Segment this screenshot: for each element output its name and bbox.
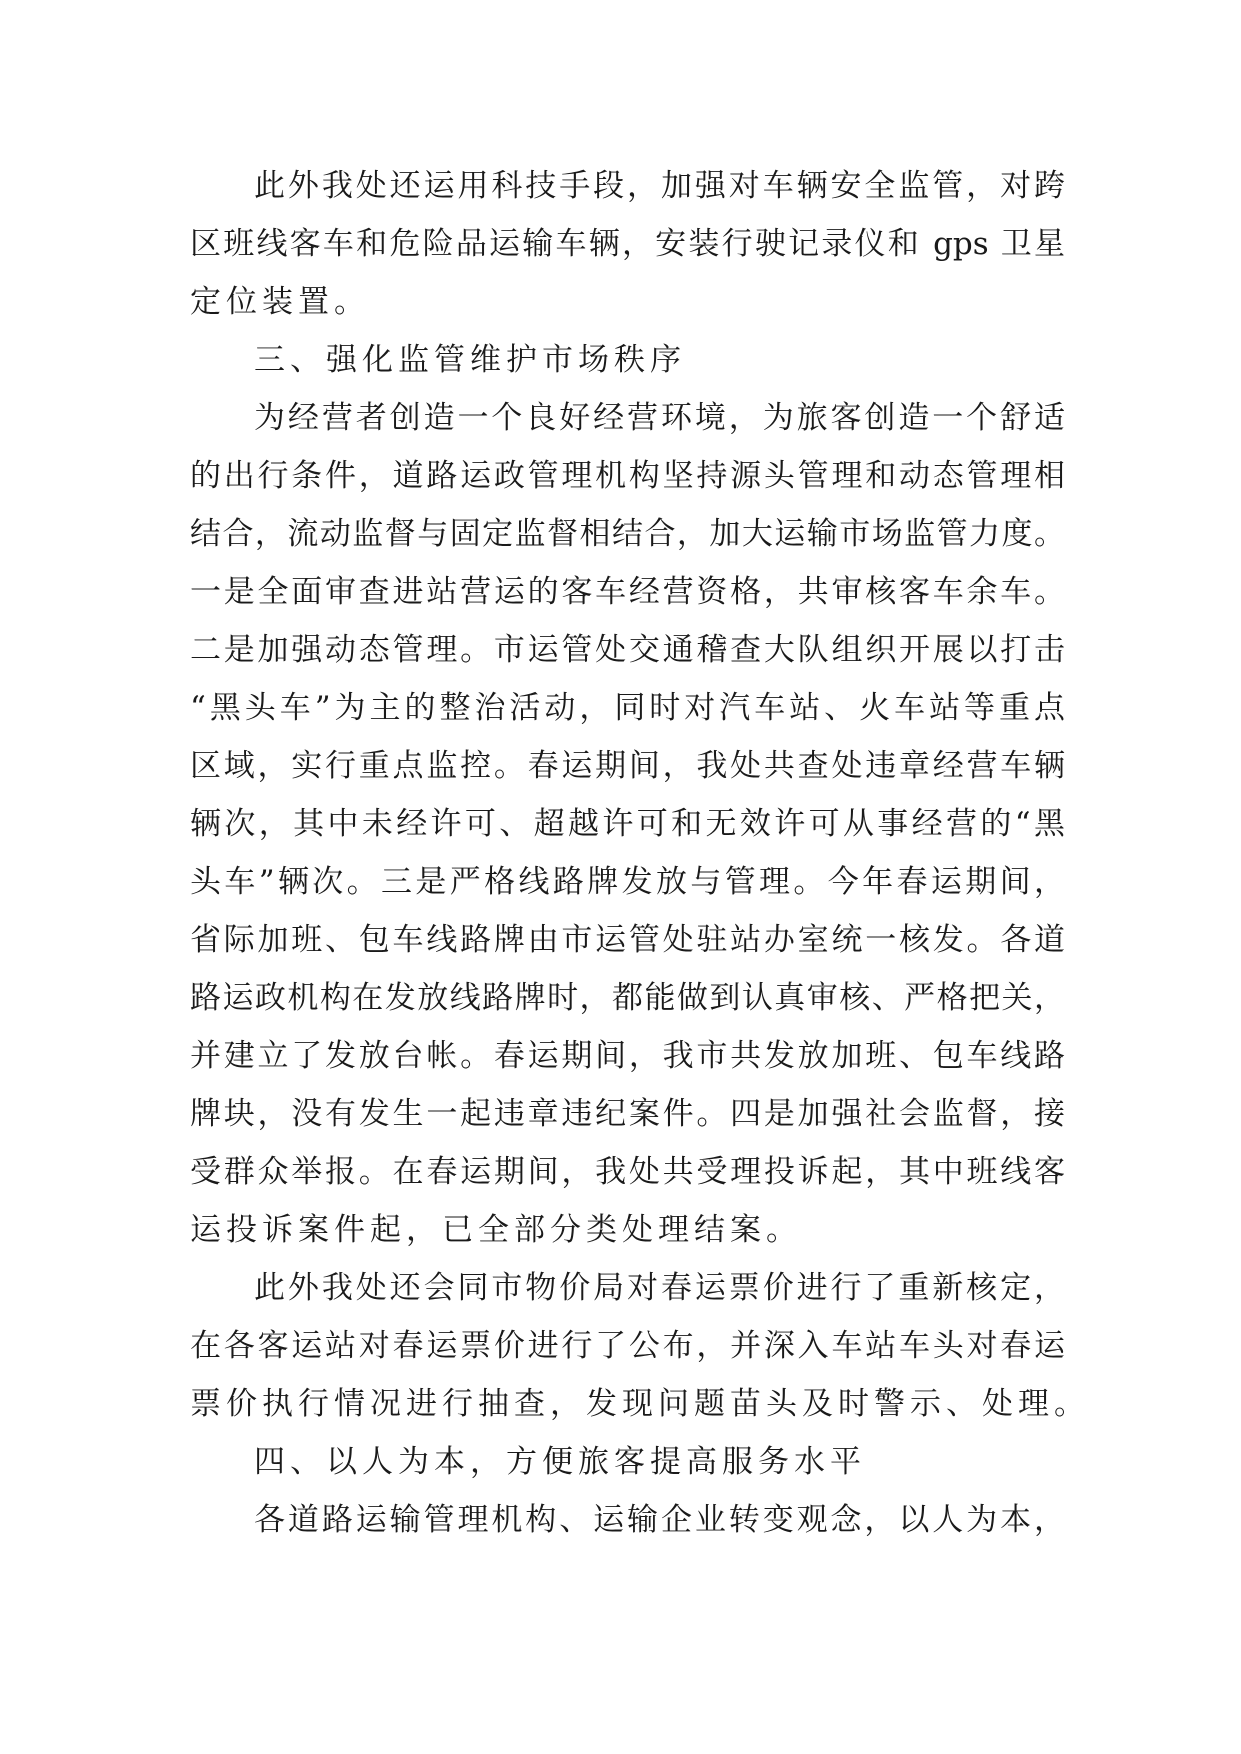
section-heading: 三、强化监管维护市场秩序 (254, 342, 686, 378)
paragraph-line: 省际加班、包车线路牌由市运管处驻站办室统一核发。各道 (190, 922, 1065, 958)
paragraph-line: 的出行条件，道路运政管理机构坚持源头管理和动态管理相 (190, 458, 1065, 494)
paragraph-line: 区班线客车和危险品运输车辆，安装行驶记录仪和 gps 卫星 (190, 226, 1065, 262)
paragraph-line: 定位装置。 (190, 284, 370, 320)
paragraph-line: 辆次，其中未经许可、超越许可和无效许可从事经营的“黑 (190, 806, 1065, 842)
paragraph-line: 为经营者创造一个良好经营环境，为旅客创造一个舒适 (254, 400, 1065, 436)
paragraph-line: 此外我处还会同市物价局对春运票价进行了重新核定， (254, 1270, 1065, 1306)
document-body (190, 157, 1090, 1549)
paragraph-line: 受群众举报。在春运期间，我处共受理投诉起，其中班线客 (190, 1154, 1065, 1190)
paragraph-line: 一是全面审查进站营运的客车经营资格，共审核客车余车。 (190, 574, 1065, 610)
paragraph-line: 路运政机构在发放线路牌时，都能做到认真审核、严格把关， (190, 980, 1065, 1016)
paragraph-line: 票价执行情况进行抽查，发现问题苗头及时警示、处理。 (190, 1386, 1090, 1422)
paragraph-line: 在各客运站对春运票价进行了公布，并深入车站车头对春运 (190, 1328, 1065, 1364)
paragraph-line: 此外我处还运用科技手段，加强对车辆安全监管，对跨 (254, 168, 1065, 204)
paragraph-line: 结合，流动监督与固定监督相结合，加大运输市场监管力度。 (190, 516, 1065, 552)
paragraph-line: 牌块，没有发生一起违章违纪案件。四是加强社会监督，接 (190, 1096, 1065, 1132)
paragraph-line: “黑头车”为主的整治活动，同时对汽车站、火车站等重点 (190, 690, 1065, 726)
paragraph-line: 二是加强动态管理。市运管处交通稽查大队组织开展以打击 (190, 632, 1065, 668)
paragraph-line: 各道路运输管理机构、运输企业转变观念，以人为本， (254, 1502, 1065, 1538)
paragraph-line: 区域，实行重点监控。春运期间，我处共查处违章经营车辆 (190, 748, 1065, 784)
paragraph-line: 运投诉案件起，已全部分类处理结案。 (190, 1212, 802, 1248)
paragraph-line: 头车”辆次。三是严格线路牌发放与管理。今年春运期间， (190, 864, 1065, 900)
section-heading: 四、以人为本，方便旅客提高服务水平 (254, 1444, 866, 1480)
paragraph-line: 并建立了发放台帐。春运期间，我市共发放加班、包车线路 (190, 1038, 1065, 1074)
